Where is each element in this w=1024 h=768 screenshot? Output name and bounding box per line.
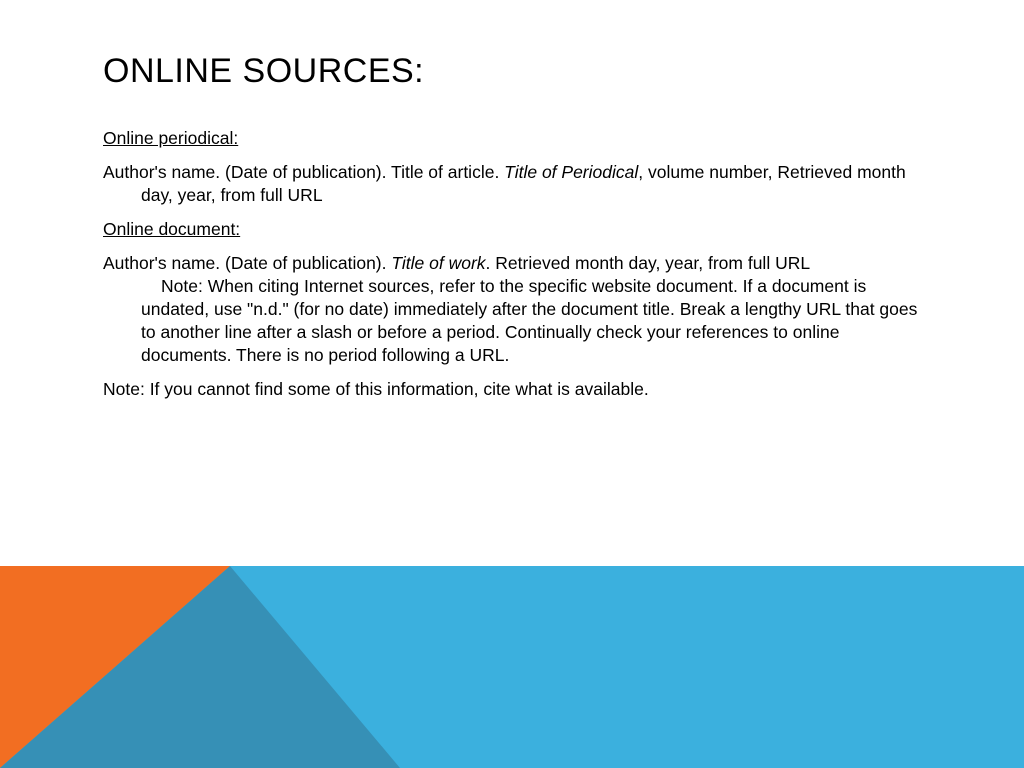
slide-title: ONLINE SOURCES: xyxy=(103,52,425,90)
online-document-heading-paragraph xyxy=(103,218,925,241)
periodical-entry xyxy=(103,161,925,207)
online-periodical-heading: Online periodical: xyxy=(103,128,239,148)
document-entry xyxy=(103,252,925,367)
document-entry-note: Note: When citing Internet sources, refer to the specific website document. If a document is undated, use "n.d." (for no date) immediately after the document title. Break a lengthy URL that goes to another line after a slash or before a period. Continually check your references to online documents. There is no period following a URL. xyxy=(141,276,918,365)
decorative-bottom-shapes xyxy=(0,566,1024,768)
document-entry-italic: Title of work xyxy=(391,253,486,273)
periodical-entry-part2: , volume number, Retrieved month day, year, from full URL xyxy=(141,162,906,205)
periodical-entry-italic: Title of Periodical xyxy=(504,162,639,182)
document-entry-part1: Author's name. (Date of publication). xyxy=(103,253,392,273)
periodical-entry-part1: Author's name. (Date of publication). Title of article. xyxy=(103,162,505,182)
final-note: Note: If you cannot find some of this information, cite what is available. xyxy=(103,379,649,399)
online-periodical-heading-paragraph xyxy=(103,127,925,150)
online-document-heading: Online document: xyxy=(103,219,241,239)
slide-body xyxy=(103,127,925,412)
document-entry-part2: . Retrieved month day, year, from full URL xyxy=(485,253,811,273)
